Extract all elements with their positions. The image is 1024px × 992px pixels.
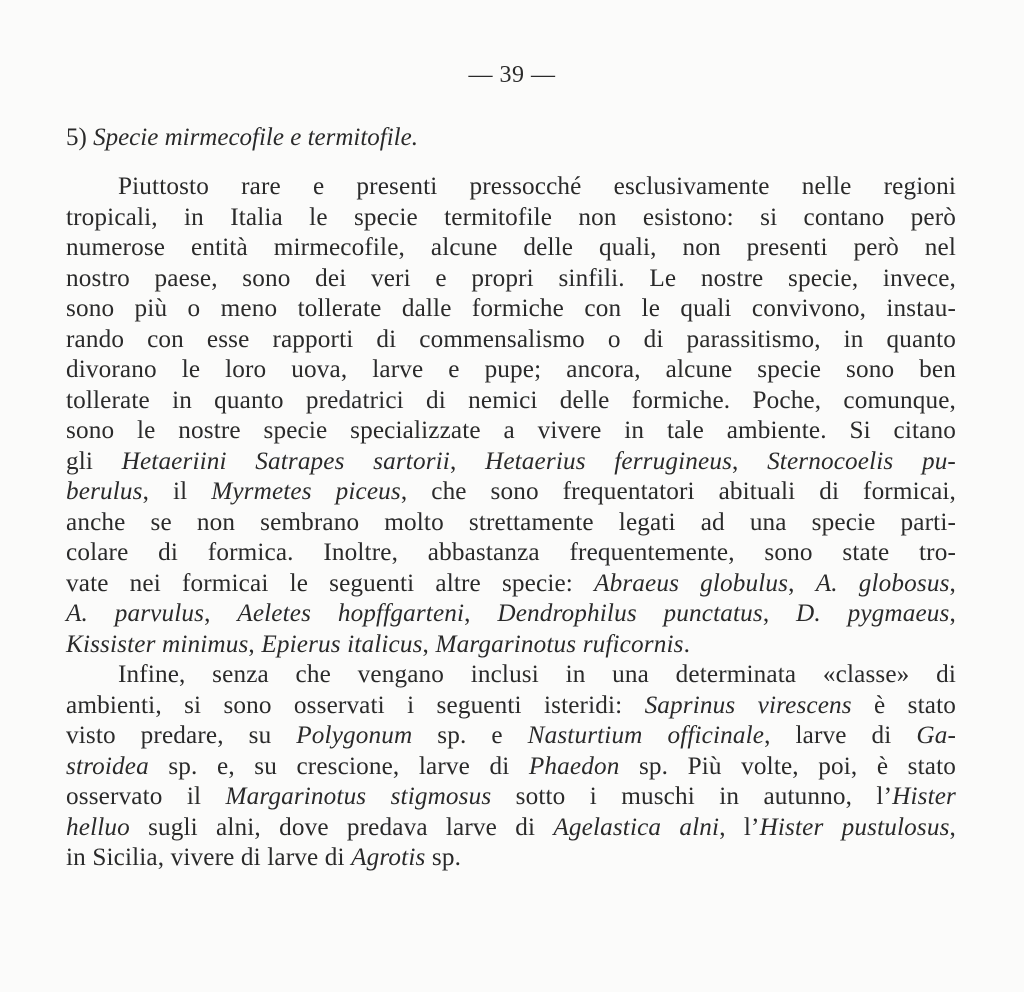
species-name: Abraeus globulus: [594, 569, 789, 597]
text-span: vate nei formicai le seguenti altre specie:: [66, 569, 595, 597]
text-line: [66, 203, 956, 234]
species-name: Ga-: [916, 722, 956, 749]
text-line: [66, 447, 956, 478]
text-span: ,: [949, 569, 956, 597]
text-line: [66, 569, 956, 600]
text-line: [66, 233, 956, 264]
species-name: Dendrophilus punctatus: [497, 600, 763, 627]
species-name: helluo: [66, 813, 130, 841]
species-name: Saprinus virescens: [644, 691, 852, 719]
text-span: colare di formica. Inoltre, abbastanza frequentemente, sono state tro-: [66, 539, 956, 566]
text-span: ,: [949, 600, 956, 627]
species-name: Nasturtium officinale: [527, 722, 765, 749]
page-number: — 39 —: [468, 62, 556, 88]
text-span: ,: [248, 630, 262, 658]
text-span: in Sicilia, vivere di larve di: [66, 844, 352, 871]
text-span: è stato: [851, 691, 956, 719]
species-name: A. globosus: [815, 569, 950, 597]
species-name: Hetaeriini Satrapes sartorii: [121, 447, 450, 475]
text-span: sono più o meno tollerate dalle formiche con le quali convivono, instau-: [66, 295, 956, 322]
text-span: , larve di: [764, 722, 917, 749]
section-number: 5): [66, 124, 87, 151]
text-span: sp. e: [412, 722, 528, 749]
text-span: sp. Più volte, poi, è stato: [619, 752, 956, 780]
text-line: [66, 752, 956, 783]
species-name: Hetaerius ferrugineus: [484, 447, 733, 475]
text-span: visto predare, su: [66, 722, 297, 749]
text-line: [66, 386, 956, 417]
paragraph: [66, 660, 956, 874]
text-span: nostro paese, sono dei veri e propri sinfili. Le nostre specie, invece,: [66, 264, 956, 292]
text-line: [66, 508, 956, 539]
text-span: , che sono frequentatori abituali di formicai,: [400, 478, 956, 505]
text-span: ,: [422, 630, 436, 658]
species-name: Agrotis: [351, 844, 426, 871]
species-name: A. parvulus: [66, 600, 205, 627]
text-line: [66, 721, 956, 752]
species-name: Myrmetes piceus: [211, 478, 401, 505]
species-name: Agelastica alni: [553, 813, 720, 841]
species-name: Epierus italicus: [261, 630, 423, 658]
text-line: [66, 813, 956, 844]
text-span: sotto i muschi in autunno, l’: [491, 783, 893, 810]
text-span: , l’: [719, 813, 760, 841]
species-name: D. pygmaeus: [796, 600, 950, 627]
text-span: numerose entità mirmecofile, alcune delle quali, non presenti però nel: [66, 234, 956, 261]
species-name: stroidea: [66, 752, 149, 780]
text-line: [66, 660, 956, 691]
body-text: [66, 172, 956, 874]
text-span: ,: [762, 600, 797, 627]
text-span: rando con esse rapporti di commensalismo o di parassitismo, in quanto: [66, 325, 956, 353]
text-span: ,: [464, 600, 498, 627]
text-span: sp.: [425, 844, 462, 871]
species-name: Sternocoelis pu-: [767, 447, 956, 475]
species-name: Aeletes hopffgarteni: [237, 600, 465, 627]
text-span: divorano le loro uova, larve e pupe; ancora, alcune specie sono ben: [66, 356, 956, 383]
species-name: Phaedon: [528, 752, 620, 780]
text-line: [66, 325, 956, 356]
text-span: Piuttosto rare e presenti pressocché esclusivamente nelle regioni: [118, 173, 956, 200]
text-line: [66, 355, 956, 386]
text-line: [66, 172, 956, 203]
text-span: , il: [142, 478, 212, 505]
section-title: Specie mirmecofile e termitofile.: [93, 124, 418, 151]
text-span: anche se non sembrano molto strettamente legati ad una specie parti-: [66, 508, 956, 536]
text-span: ,: [949, 813, 956, 841]
species-name: Polygonum: [296, 722, 413, 749]
text-span: sono le nostre specie specializzate a vivere in tale ambiente. Si citano: [66, 417, 956, 444]
text-span: tropicali, in Italia le specie termitofile non esistono: si contano però: [66, 203, 956, 231]
text-span: tollerate in quanto predatrici di nemici delle formiche. Poche, comunque,: [66, 386, 956, 414]
text-line: [66, 599, 956, 630]
text-span: ,: [204, 600, 238, 627]
text-span: .: [683, 630, 691, 658]
species-name: Kissister minimus: [66, 630, 249, 658]
text-span: ,: [732, 447, 768, 475]
text-span: ,: [449, 447, 485, 475]
text-line: [66, 843, 956, 874]
text-span: ambienti, si sono osservati i seguenti isteridi:: [66, 691, 645, 719]
text-line: [66, 630, 956, 661]
section-heading: [66, 124, 418, 152]
text-span: osservato il: [66, 783, 226, 810]
text-span: ,: [788, 569, 816, 597]
species-name: Hister: [892, 783, 956, 810]
species-name: Margarinotus ruficornis: [435, 630, 684, 658]
paragraph: [66, 172, 956, 660]
text-line: [66, 782, 956, 813]
species-name: berulus: [66, 478, 143, 505]
text-span: Infine, senza che vengano inclusi in una determinata «classe» di: [118, 661, 956, 688]
text-line: [66, 294, 956, 325]
text-line: [66, 264, 956, 295]
text-span: sp. e, su crescione, larve di: [148, 752, 529, 780]
species-name: Margarinotus stigmosus: [225, 783, 492, 810]
text-line: [66, 691, 956, 722]
text-span: gli: [66, 447, 122, 475]
text-line: [66, 416, 956, 447]
text-line: [66, 477, 956, 508]
text-line: [66, 538, 956, 569]
text-span: sugli alni, dove predava larve di: [129, 813, 554, 841]
species-name: Hister pustulosus: [759, 813, 950, 841]
